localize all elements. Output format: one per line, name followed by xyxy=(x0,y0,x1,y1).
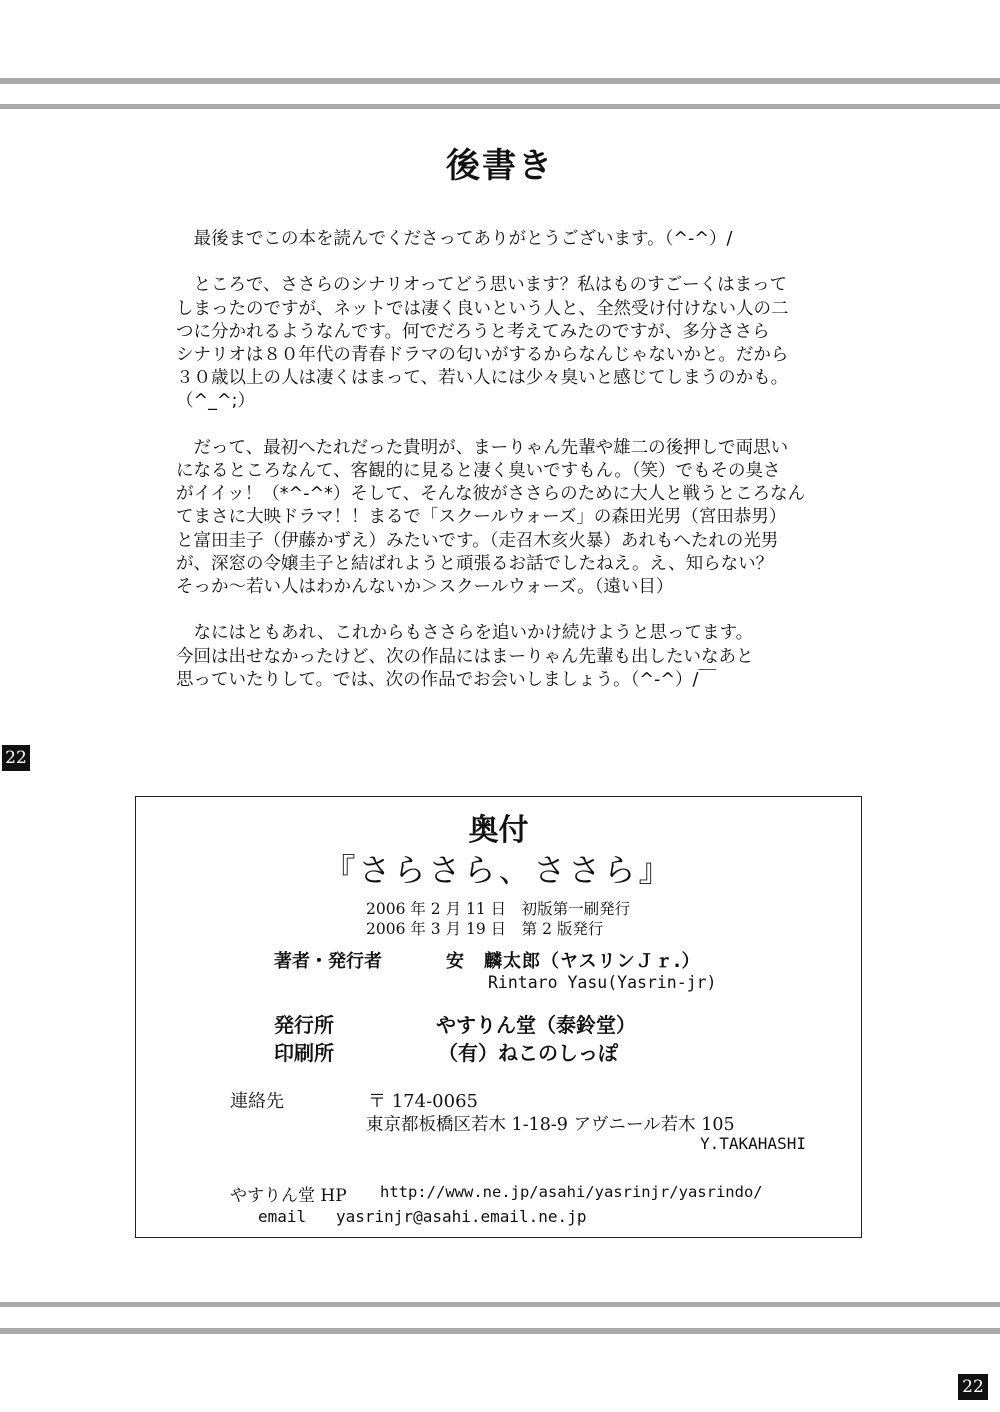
publication-date-second: 2006 年 3 月 19 日 第 2 版発行 xyxy=(366,920,604,938)
email-label: email xyxy=(258,1207,307,1226)
contact-name: Y.TAKAHASHI xyxy=(700,1134,806,1153)
publication-date-first: 2006 年 2 月 11 日 初版第一刷発行 xyxy=(366,900,631,918)
afterword-body xyxy=(176,228,866,715)
author-name: 安 麟太郎（ヤスリンＪｒ.） xyxy=(446,951,701,972)
top-rule-inner xyxy=(0,104,1000,109)
colophon-box xyxy=(135,796,862,1238)
afterword-paragraph: なにはともあれ、これからもささらを追いかけ続けようと思ってます。 今回は出せなかったけど、次の作品にはまーりゃん先輩も出したいなあと 思っていたりして。では、次の作品でお会いしましょう。（^-^）/￣ xyxy=(176,623,754,690)
top-rule-outer xyxy=(0,78,1000,84)
colophon-title: 奥付 xyxy=(468,813,529,848)
publisher-value: やすりん堂（泰鈴堂） xyxy=(436,1013,636,1037)
homepage-url[interactable]: http://www.ne.jp/asahi/yasrinjr/yasrindo/ xyxy=(380,1183,763,1201)
author-label: 著者・発行者 xyxy=(274,951,382,972)
contact-address: 東京都板橋区若木 1-18-9 アヴニール若木 105 xyxy=(366,1115,735,1135)
afterword-title: 後書き xyxy=(446,146,554,186)
homepage-label: やすりん堂 HP xyxy=(230,1186,347,1206)
bottom-rule-outer xyxy=(0,1328,1000,1334)
author-romaji: Rintaro Yasu(Yasrin-jr) xyxy=(488,973,717,992)
postal-code: 〒 174-0065 xyxy=(368,1091,478,1112)
afterword-paragraph: ところで、ささらのシナリオってどう思います？私はものすごーくはまって しまったのですが、ネットでは凄く良いという人と、全然受け付けない人の二 つに分かれるようなんです。何でだろうと考えてみたのですが、多分ささら シナリオは８０年代の青春ドラマの匂いがするからなんじゃないかと。だから ３０歳以上の人は凄くはまって、若い人には少々臭いと感じてしまうのかも。 （^_^;） xyxy=(176,275,789,412)
publisher-label: 発行所 xyxy=(274,1013,334,1037)
email-address[interactable]: yasrinjr@asahi.email.ne.jp xyxy=(336,1207,587,1226)
bottom-rule-inner xyxy=(0,1302,1000,1307)
printer-label: 印刷所 xyxy=(274,1041,334,1065)
page-number-right: 22 xyxy=(958,1374,988,1400)
afterword-paragraph: だって、最初へたれだった貴明が、まーりゃん先輩や雄二の後押しで両思い になるところなんて、客観的に見ると凄く臭いですもん。（笑）でもその臭さ がイイッ！（*^-^*）そして、そんな彼がささらのために大人と戦うところなん てまさに大映ドラマ！！まるで「スクールウォーズ」の森田光男（宮田恭男） と富田圭子（伊藤かずえ）みたいです。（走召木亥火暴）あれもへたれの光男 が、深窓の令嬢圭子と結ばれようと頑張るお話でしたねえ。え、知らない？ そっか～若い人はわかんないか＞スクールウォーズ。（遠い目） xyxy=(176,437,806,598)
printer-value: （有）ねこのしっぽ xyxy=(438,1041,618,1065)
page-number-left: 22 xyxy=(2,745,30,771)
contact-label: 連絡先 xyxy=(230,1091,284,1112)
book-title: 『さらさら、ささら』 xyxy=(323,851,674,889)
afterword-paragraph: 最後までこの本を読んでくださってありがとうございます。（^-^）/ xyxy=(176,229,733,249)
